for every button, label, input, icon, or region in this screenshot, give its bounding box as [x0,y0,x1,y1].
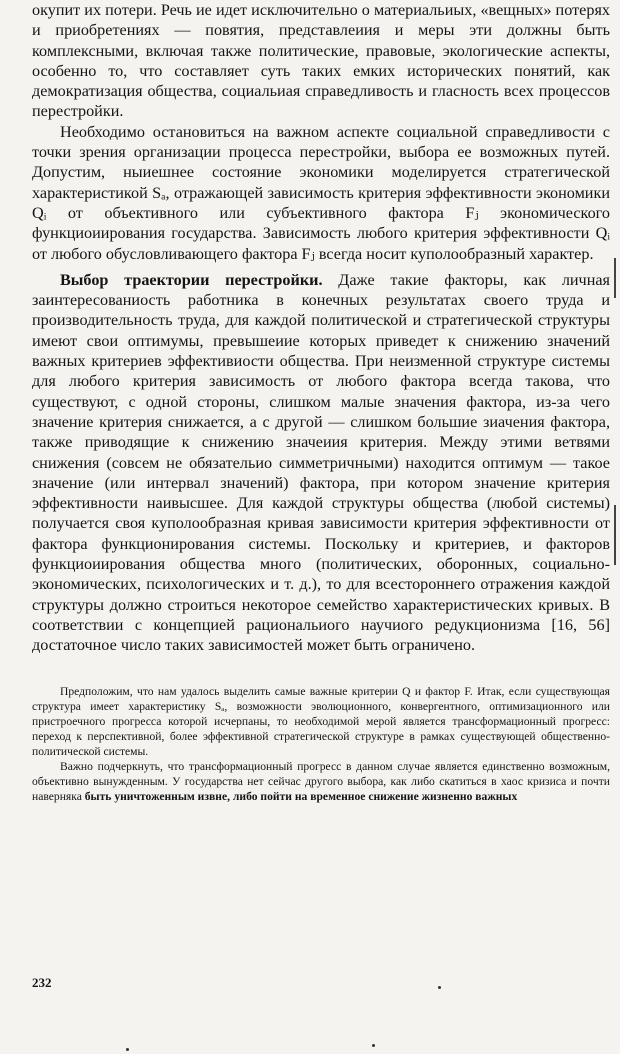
footnote-paragraph-2-text: Важно подчеркнуть, что трансформационный прогресс в данном случае является единственно возможным, объективно вынужденным. У государства нет сейчас другого выбора, как либо скатиться в хаос кризиса и почти наверняка [32,759,610,803]
paragraph-3-body: Даже такие факторы, как личная заинтересованиость работника в конечных результатах своего труда и производительность труда, для каждой политической и стратегической структуры имеют свои оптимумы, превышеиие которых приведет к снижению значений важных критериев эффективиости общества. При неизменной структуре системы для любого критерия зависимость от любого фактора всегда такова, что существуют, с одной стороны, слишком малые значения фактора, из-за чего значение критерия снижается, а с другой — слишком большие зиачения фактора, также приводящие к снижению значеиия критерия. Между этими ветвями снижения (совсем не обязательио симметричными) находится оптимум — такое значение (или интервал значений) фактора, при котором значение критерия эффективности наивысшее. Для каждой структуры общества (любой системы) получается своя куполообразная кривая зависимости критерия эффективности от фактора функционирования системы. Поскольку и критериев, и факторов функциоиирования общества много (политических, оборонных, социально-экономических, психологических и т. д.), то для всестороннего отражения каждой структуры должно строиться некоторое семейство характеристических кривых. В соответствии с концепцией рациональиого научиого редукционизма [16, 56] достаточное число таких зависимостей может быть ограничено. [32,270,610,655]
footnote-paragraph-2 [32,759,610,804]
speck [438,986,441,989]
speck [372,1044,375,1047]
paragraph-3 [32,270,610,656]
section-heading: Выбор траектории перестройки. [60,270,323,289]
speck [126,1048,129,1051]
paragraph-1: окупит их потери. Речь ие идет исключительно о материальиых, «вещных» потерях и приобретениях — повятия, представлеиия и меры эти должны быть комплексными, включая также политические, правовые, экологические аспекты, особенно то, что составляет суть таких емких исторических понятий, как демократизация общества, социальиая справедливость и гласность всех процессов перестройки. [32,1,610,121]
page-number: 232 [32,975,52,990]
margin-mark [614,505,616,565]
main-text [32,0,610,656]
paragraph-2: Необходимо остановиться на важном аспекте социальной справедливости с точки зрения организации процесса перестройки, выбора ее возможных путей. Допустим, ныиешнее состояние экономики моделируется стратегической характеристикой Sₐ, отражающей зависимость критерия эффективности экономики Qᵢ от объективного или субъективного фактора Fⱼ экономического функциоиирования государства. Зависимость любого критерия эффективности Qᵢ от любого обусловливающего фактора Fⱼ всегда носит куполообразный характер. [32,122,610,263]
document-page [32,0,610,804]
footnote-block [32,684,610,804]
footnote-paragraph-1: Предположим, что нам удалось выделить самые важные критерии Q и фактор F. Итак, если существующая структура имеет характеристику Sₐ, возможности эволюционного, конвергентного, оптимизационного или пристроечного прогресса которой исчерпаны, то необходимой мерой является трансформационный прогресс: переход к перспективной, более эффективной стратегической структуре в рамках существующей общественно-политической системы. [32,684,610,758]
footnote-paragraph-2-bold: быть уничтоженным извне, либо пойти на временное снижение жизненно важных [84,789,518,803]
margin-mark [614,258,616,298]
